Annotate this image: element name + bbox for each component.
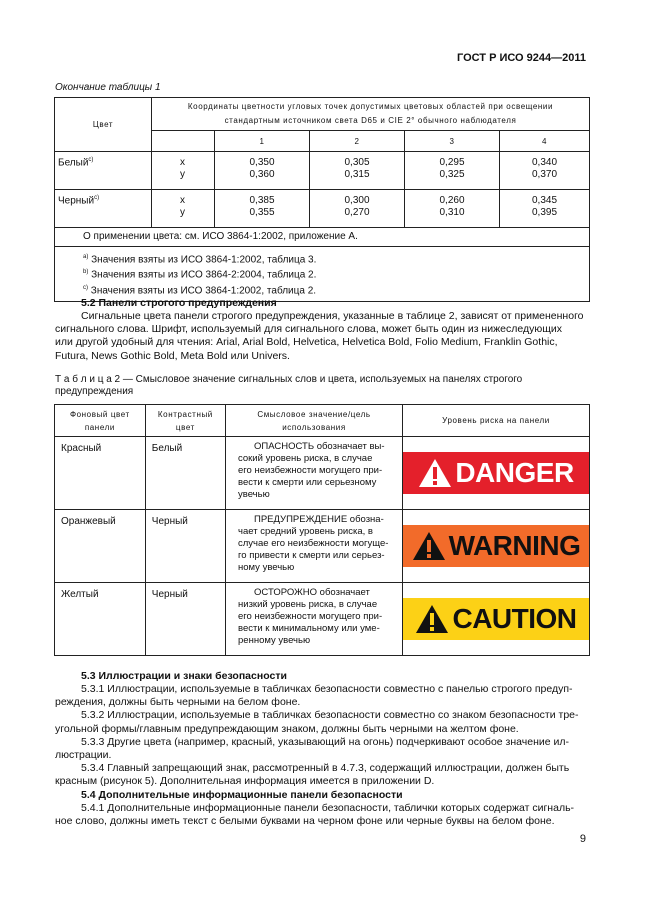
contrast-color-cell: Черный <box>145 583 225 656</box>
bg-color-cell: Красный <box>55 437 146 510</box>
table2 <box>54 404 590 656</box>
header-contrast-color: Контрастный цвет <box>145 405 225 437</box>
meaning-cell: ПРЕДУПРЕЖДЕНИЕ обозна- чает средний уровень риска, в случае его неизбежности могуще- го привести к смерти или серьез- ному увечью <box>226 510 403 583</box>
section-5-3-title: 5.3 Иллюстрации и знаки безопасности <box>81 670 287 682</box>
page-number: 9 <box>579 833 586 845</box>
section-5-4-text: 5.4.1 Дополнительные информационные панели безопасности, таблички которых содержат сигналь- ное слово, должны иметь текст с белыми буквами на черном фоне или черные буквы на белом фоне. <box>55 802 575 828</box>
warning-triangle-icon <box>418 458 452 488</box>
point-header: 2 <box>310 131 405 152</box>
point-header: 1 <box>215 131 310 152</box>
point-header: 4 <box>500 131 590 152</box>
axes-cell: x y <box>152 152 215 190</box>
warning-sign: WARNING <box>403 525 589 567</box>
risk-level-cell <box>403 510 590 583</box>
document-id: ГОСТ Р ИСО 9244—2011 <box>456 52 586 64</box>
axes-cell: x y <box>152 190 215 228</box>
application-note: О применении цвета: см. ИСО 3864-1:2002, приложение А. <box>55 228 590 247</box>
meaning-cell: ОСТОРОЖНО обозначает низкий уровень риска, в случае его неизбежности могущего при- вести к минимальному или уме- ренному увечью <box>226 583 403 656</box>
table-row <box>55 437 590 510</box>
point-header: 3 <box>405 131 500 152</box>
bg-color-cell: Желтый <box>55 583 146 656</box>
section-5-2-title: 5.2 Панели строгого предупреждения <box>81 297 277 309</box>
table1-coords-header: Координаты цветности угловых точек допустимых цветовых областей при освещении стандартным источником света D65 и CIE 2° обычного наблюдателя <box>152 98 590 131</box>
table2-caption: Т а б л и ц а 2 — Смысловое значение сигнальных слов и цвета, используемых на панелях строгого предупреждения <box>55 374 523 397</box>
table1-footnotes: $^{a)}$ Значения взяты из ИСО 3864-1:2002, таблица 3. $^{b)}$ Значения взяты из ИСО 3864-2:2004, таблица 2. $^{c)}$ Значения взяты из ИСО 3864-1:2002, таблица 2. <box>55 247 590 302</box>
meaning-cell: ОПАСНОСТЬ обозначает вы- сокий уровень риска, в случае его неизбежности могущего при- вести к смерти или серьезному увечью <box>226 437 403 510</box>
section-5-2-text: Сигнальные цвета панели строгого предупреждения, указанные в таблице 2, зависят от примененного сигнального слова. Шрифт, используемый для сигнального слова, может быть один из нижеследующих или другой удобный для чтения: Arial, Arial Bold, Helvetica, Helvetica Bold, Folio Medium, Franklin Gothic, Futura, News Gothic Bold, Meta Bold или Univers. <box>55 310 584 362</box>
risk-level-cell <box>403 437 590 510</box>
table-row <box>55 583 590 656</box>
caution-sign: CAUTION <box>403 598 589 640</box>
color-name: Черный$^{c)}$ <box>55 190 152 228</box>
section-5-3-text: 5.3.1 Иллюстрации, используемые в табличках безопасности совместно с панелью строгого предуп- реждения, должны быть черными на белом фоне. 5.3.2 Иллюстрации, используемые в табличках безопасности совместно со знаком безопасности тре- угольной формы/главным предупреждающим знаком, должны быть черными на желтом фоне. 5.3.3 Другие цвета (например, красный, указывающий на огонь) подчеркивают особое значение ил- люстрации. 5.3.4 Главный запрещающий знак, рассмотренный в 4.7.3, содержащий иллюстрации, должен быть красным (рисунок 5). Дополнительная информация имеется в приложении D. <box>55 683 579 788</box>
bg-color-cell: Оранжевый <box>55 510 146 583</box>
header-meaning: Смысловое значение/цель использования <box>226 405 403 437</box>
contrast-color-cell: Черный <box>145 510 225 583</box>
table1-color-header: Цвет <box>55 98 152 152</box>
table-row: Черный$^{c)}$ x y 0,385 0,355 0,300 0,270 0,260 0,310 0,345 0,395 <box>55 190 590 228</box>
contrast-color-cell: Белый <box>145 437 225 510</box>
danger-sign: DANGER <box>403 452 589 494</box>
risk-level-cell <box>403 583 590 656</box>
table1 <box>54 97 590 302</box>
warning-triangle-icon <box>415 604 449 634</box>
warning-triangle-icon <box>412 531 446 561</box>
color-name: Белый$^{c)}$ <box>55 152 152 190</box>
section-5-4-title: 5.4 Дополнительные информационные панели безопасности <box>81 789 403 801</box>
table-row <box>55 510 590 583</box>
table-row: Белый$^{c)}$ x y 0,350 0,360 0,305 0,315 0,295 0,325 0,340 0,370 <box>55 152 590 190</box>
header-bg-color: Фоновый цвет панели <box>55 405 146 437</box>
table1-caption: Окончание таблицы 1 <box>55 82 161 93</box>
header-risk-level: Уровень риска на панели <box>403 405 590 437</box>
